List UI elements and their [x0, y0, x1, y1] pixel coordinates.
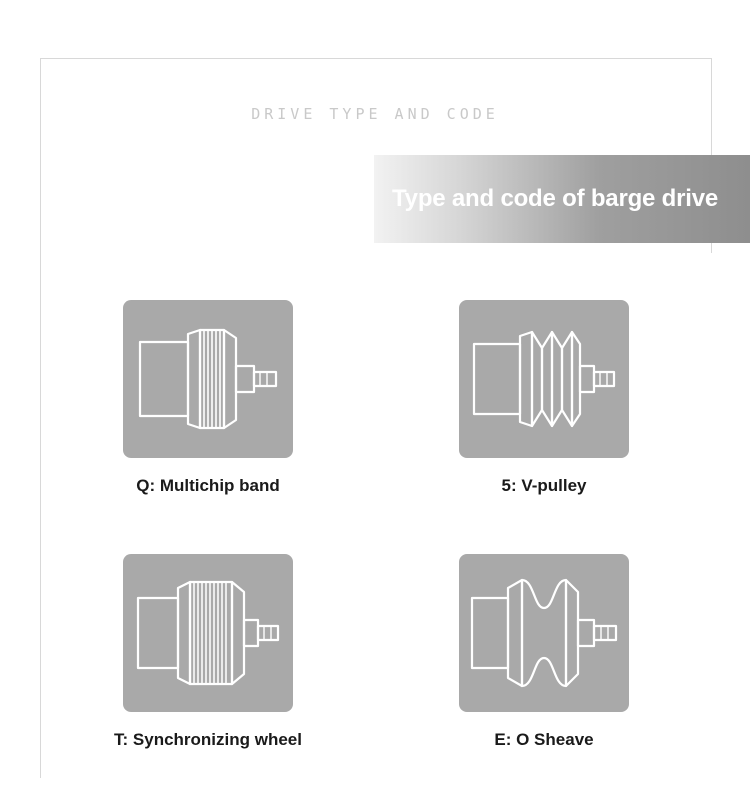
banner-title: Type and code of barge drive: [392, 185, 719, 212]
grid-row: [40, 300, 712, 496]
grid-item-v-pulley: [376, 300, 712, 496]
grid-item-synchronizing-wheel: [40, 554, 376, 750]
item-caption: Q: Multichip band: [136, 476, 280, 495]
drive-type-grid: [40, 300, 712, 750]
item-caption: 5: V-pulley: [501, 476, 587, 495]
thumbnail: [123, 300, 293, 458]
o-sheave-icon: [464, 558, 624, 708]
frame-top-rule: [40, 58, 712, 59]
thumbnail: [459, 554, 629, 712]
item-caption: T: Synchronizing wheel: [114, 730, 302, 749]
grid-item-multichip-band: [40, 300, 376, 496]
grid-item-o-sheave: [376, 554, 712, 750]
thumbnail: [123, 554, 293, 712]
timing-pulley-icon: [128, 558, 288, 708]
grid-row: [40, 554, 712, 750]
thumbnail: [459, 300, 629, 458]
banner: [374, 155, 750, 243]
poly-v-belt-pulley-icon: [128, 304, 288, 454]
item-caption: E: O Sheave: [494, 730, 594, 749]
section-kicker: DRIVE TYPE AND CODE: [251, 105, 499, 123]
v-pulley-icon: [464, 304, 624, 454]
